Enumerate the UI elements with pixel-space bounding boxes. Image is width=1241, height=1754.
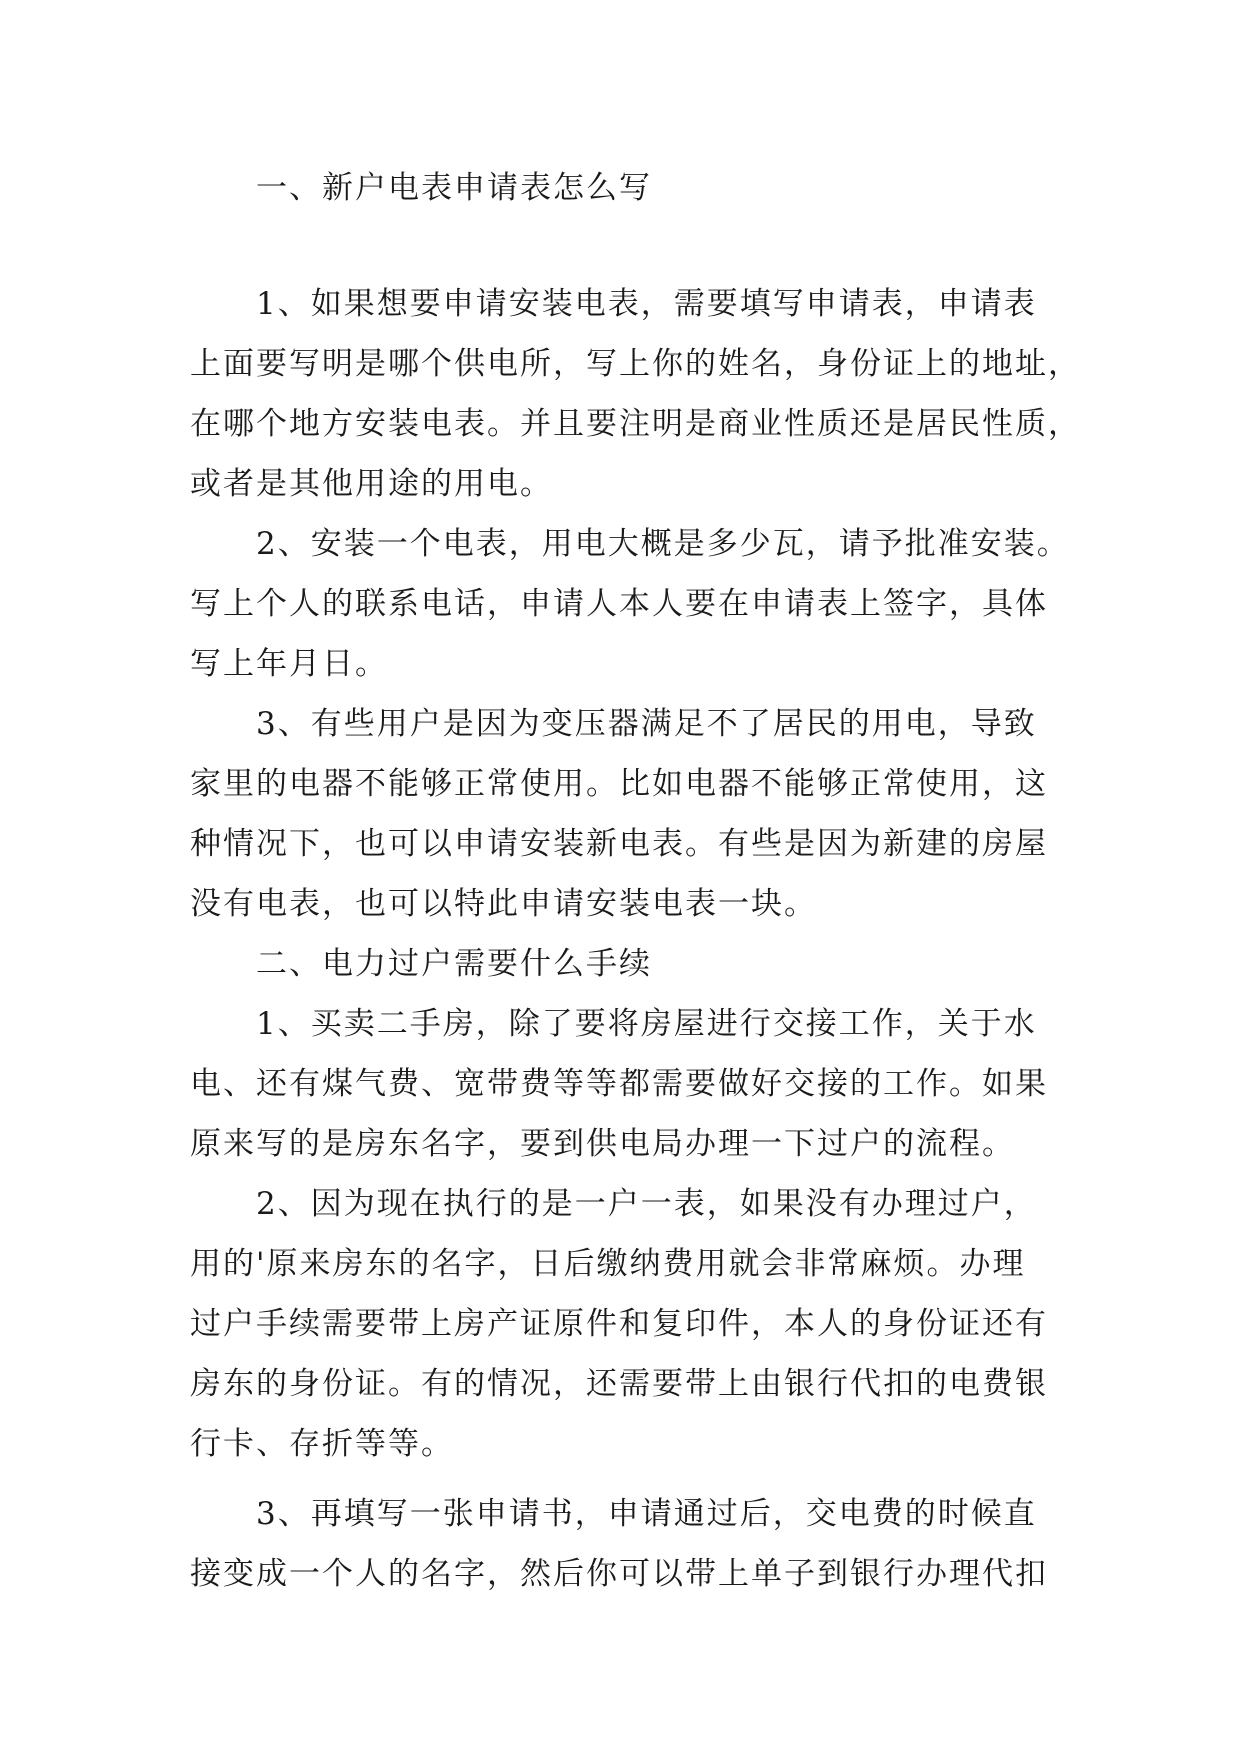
paragraph-line: 3、再填写一张申请书，申请通过后，交电费的时候直 xyxy=(256,1496,1037,1532)
paragraph-line: 原来写的是房东名字，要到供电局办理一下过户的流程。 xyxy=(190,1126,1015,1162)
paragraph-line: 1、如果想要申请安装电表，需要填写申请表，申请表 xyxy=(256,286,1037,322)
paragraph-line: 1、买卖二手房，除了要将房屋进行交接工作，关于水 xyxy=(256,1006,1037,1042)
paragraph-line: 电、还有煤气费、宽带费等等都需要做好交接的工作。如果 xyxy=(190,1066,1048,1102)
paragraph-line: 过户手续需要带上房产证原件和复印件，本人的身份证还有 xyxy=(190,1306,1048,1342)
paragraph-line: 2、因为现在执行的是一户一表，如果没有办理过户， xyxy=(256,1186,1037,1222)
paragraph-line: 接变成一个人的名字，然后你可以带上单子到银行办理代扣 xyxy=(190,1556,1048,1592)
paragraph-line: 在哪个地方安装电表。并且要注明是商业性质还是居民性质， xyxy=(190,406,1081,442)
section-heading-2: 二、电力过户需要什么手续 xyxy=(256,946,652,982)
paragraph-line: 3、有些用户是因为变压器满足不了居民的用电，导致 xyxy=(256,706,1037,742)
paragraph-line: 行卡、存折等等。 xyxy=(190,1426,454,1462)
paragraph-line: 2、安装一个电表，用电大概是多少瓦，请予批准安装。 xyxy=(256,526,1070,562)
paragraph-line: 写上个人的联系电话，申请人本人要在申请表上签字，具体 xyxy=(190,586,1048,622)
paragraph-line: 或者是其他用途的用电。 xyxy=(190,466,553,502)
paragraph-line: 家里的电器不能够正常使用。比如电器不能够正常使用，这 xyxy=(190,766,1048,802)
paragraph-line: 上面要写明是哪个供电所，写上你的姓名，身份证上的地址， xyxy=(190,346,1081,382)
paragraph-line: 用的'原来房东的名字，日后缴纳费用就会非常麻烦。办理 xyxy=(190,1246,1026,1282)
paragraph-line: 没有电表，也可以特此申请安装电表一块。 xyxy=(190,886,817,922)
paragraph-line: 房东的身份证。有的情况，还需要带上由银行代扣的电费银 xyxy=(190,1366,1048,1402)
paragraph-line: 写上年月日。 xyxy=(190,646,388,682)
paragraph-line: 种情况下，也可以申请安装新电表。有些是因为新建的房屋 xyxy=(190,826,1048,862)
section-heading-1: 一、新户电表申请表怎么写 xyxy=(256,170,652,206)
